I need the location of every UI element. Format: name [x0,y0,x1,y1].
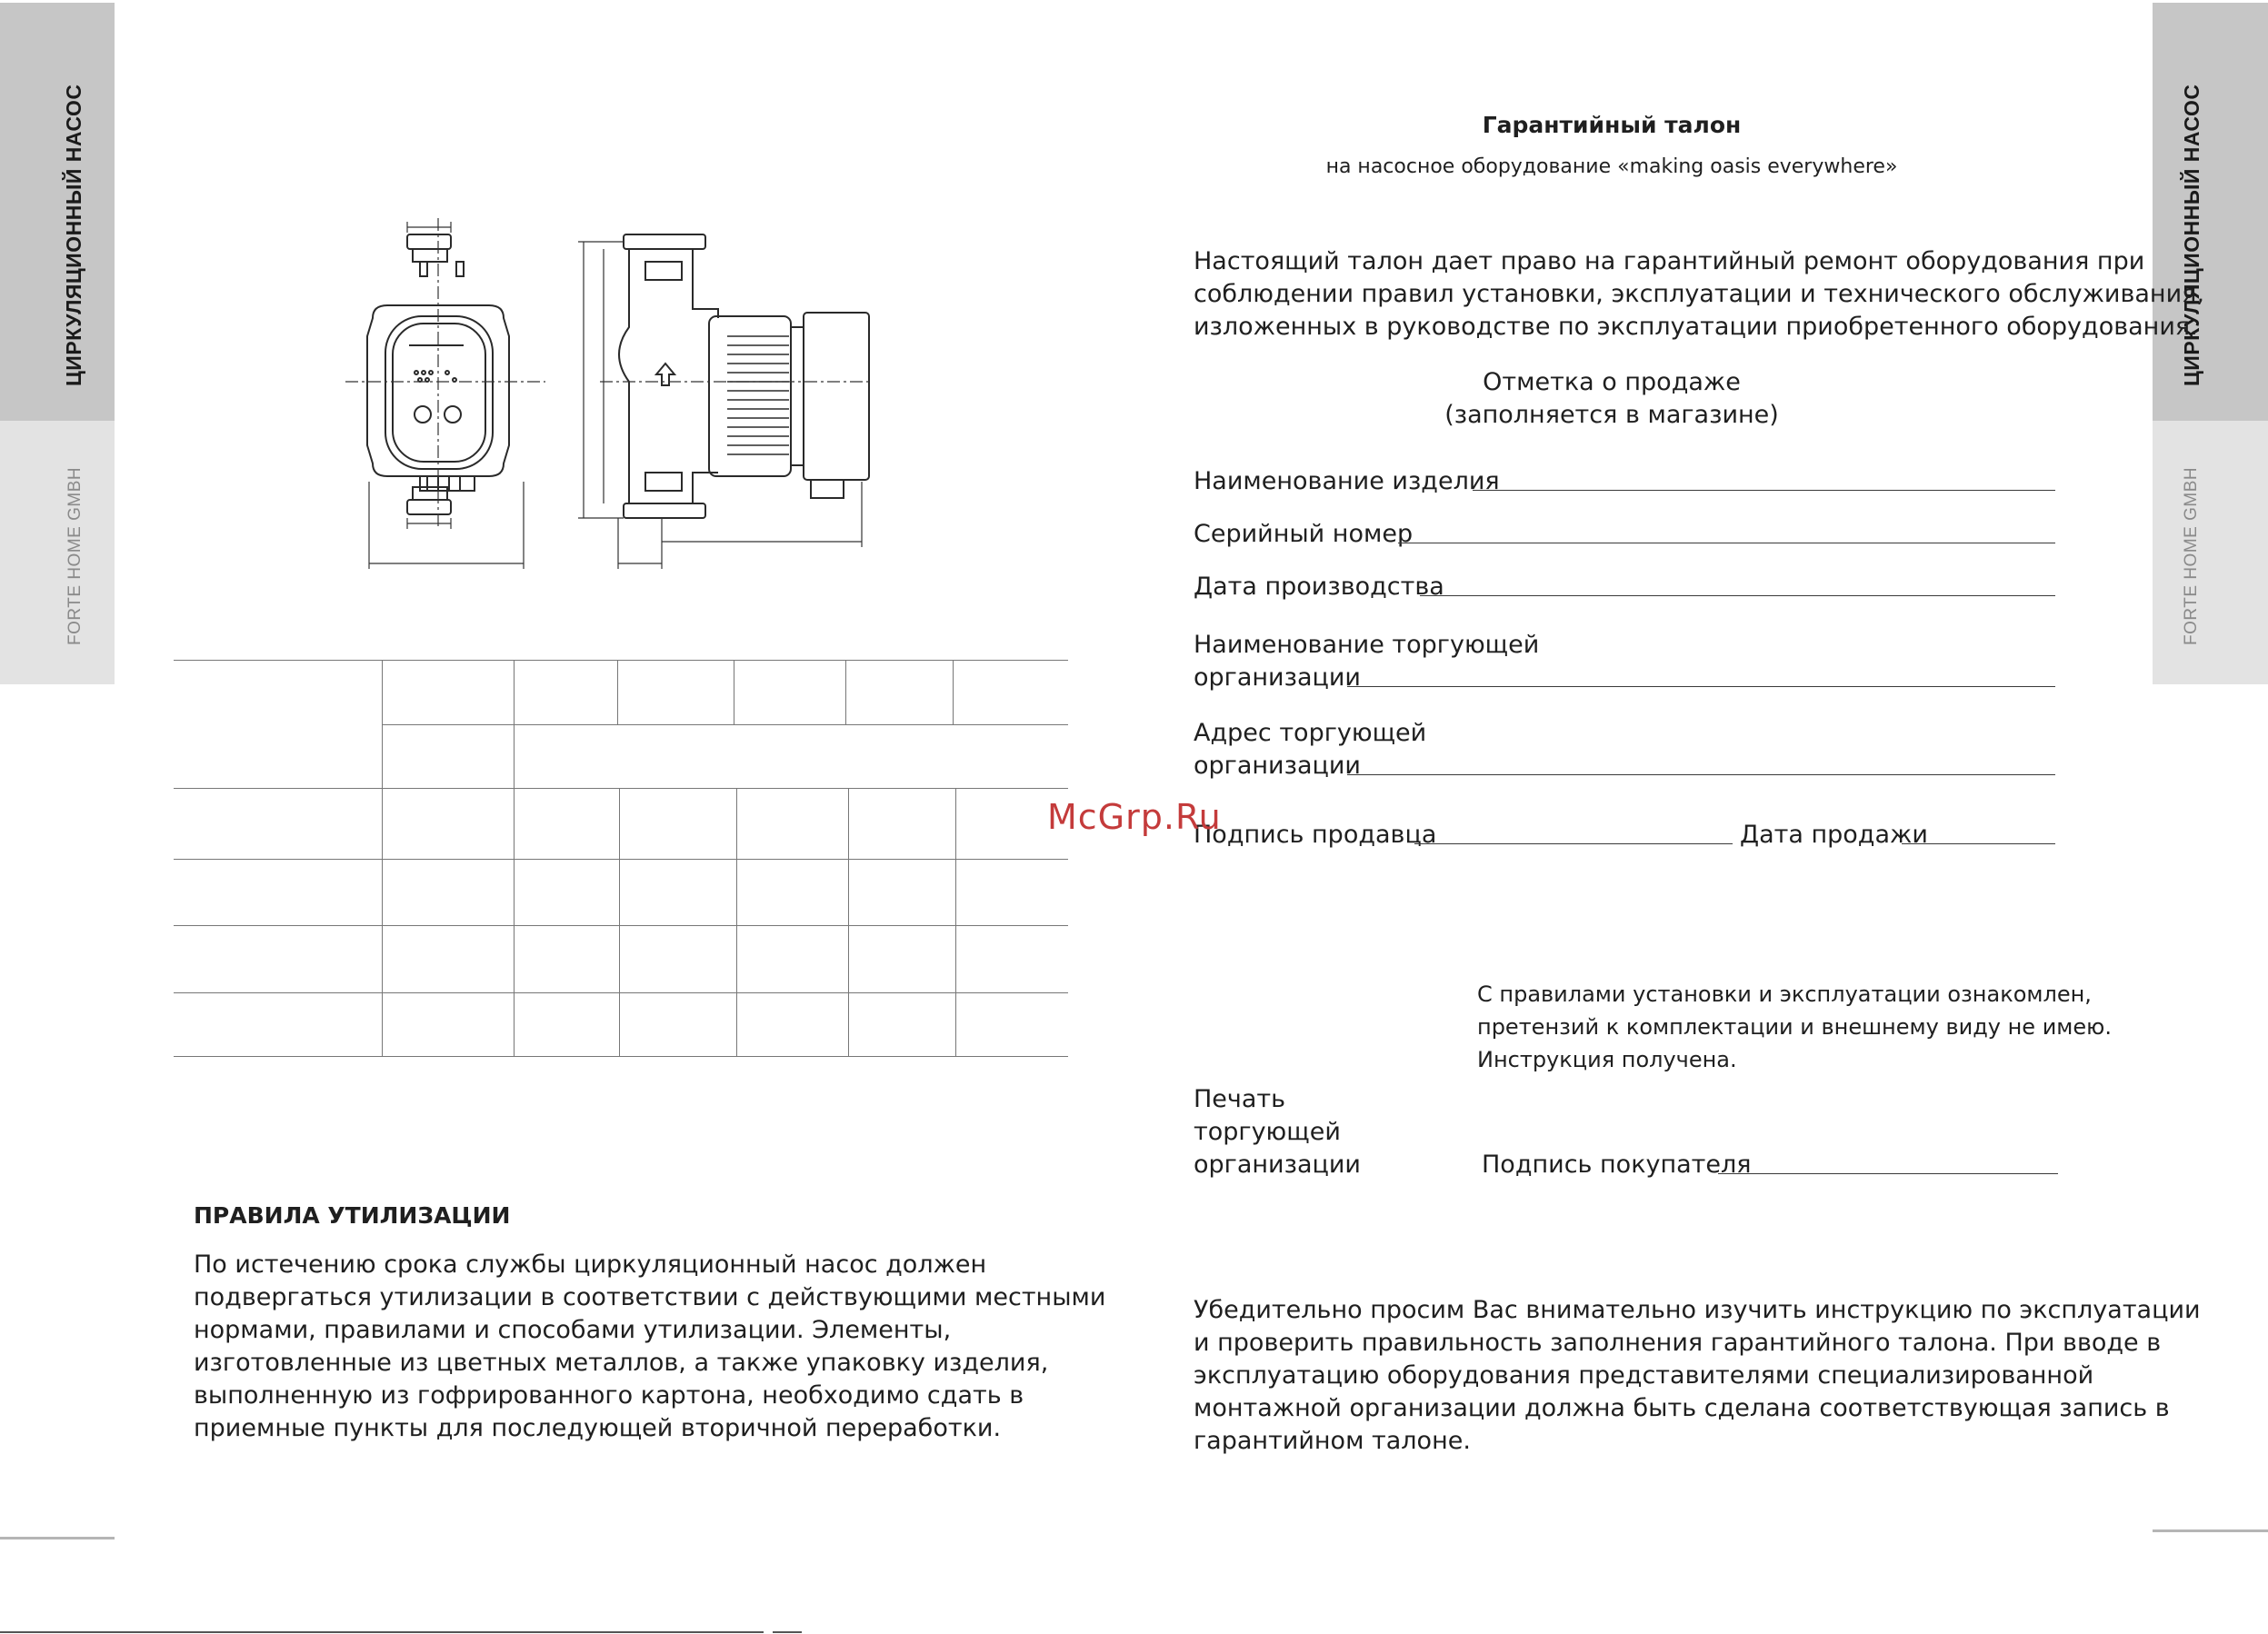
table-col [953,660,954,724]
table-col [514,660,515,1056]
disposal-line: подвергаться утилизации в соответствии с действующими местными [194,1283,1106,1311]
left-tab-title-block [0,3,115,421]
stamp-line: торгующей [1194,1118,1341,1146]
warranty-subtitle: на насосное оборудование «making oasis everywhere» [1325,155,1898,178]
closing-line: эксплуатацию оборудования представителями специализированной [1194,1361,2094,1390]
sale-mark-note: (заполняется в магазине) [1444,401,1779,429]
serial-number-label: Серийный номер [1194,520,1414,548]
table-rule [174,1056,1068,1057]
intro-line: изложенных в руководстве по эксплуатации приобретенного оборудования. [1194,313,2198,341]
disposal-line: выполненную из гофрированного картона, необходимо сдать в [194,1381,1024,1410]
ack-line: претензий к комплектации и внешнему виду не имею. [1477,1014,2113,1040]
table-col [736,788,737,1056]
production-date-field[interactable] [1420,595,2055,596]
disposal-line: По истечению срока службы циркуляционный насос должен [194,1250,987,1279]
left-tab-title: ЦИРКУЛЯЦИОННЫЙ НАСОС [62,84,85,386]
table-col [845,660,846,724]
product-name-field[interactable] [1473,490,2055,491]
right-bottom-rule [2153,1529,2268,1532]
closing-line: и проверить правильность заполнения гарантийного талона. При вводе в [1194,1329,2162,1357]
closing-line: гарантийном талоне. [1194,1427,1471,1455]
pump-side-view [619,234,869,518]
left-bottom-rule [0,1537,115,1539]
table-rule [174,992,1068,993]
table-rule [174,788,1068,789]
trade-org-name-label: Наименование торгующей [1194,631,1540,659]
stamp-line: организации [1194,1151,1361,1179]
disposal-heading: ПРАВИЛА УТИЛИЗАЦИИ [194,1202,511,1229]
table-rule [174,859,1068,860]
right-tab-brand-block [2153,421,2268,684]
buyer-signature-field[interactable] [1718,1173,2058,1174]
ack-line: С правилами установки и эксплуатации ознакомлен, [1477,981,2092,1007]
watermark: McGrp.Ru [1047,797,1222,837]
sale-date-label: Дата продажи [1740,821,1928,849]
disposal-line: изготовленные из цветных металлов, а также упаковку изделия, [194,1349,1049,1377]
page-bottom-rule-short [773,1631,802,1633]
left-tab-brand: FORTE HOME GMBH [65,466,85,645]
table-col [619,788,620,1056]
table-rule [174,925,1068,926]
pump-drawing [336,218,882,582]
intro-line: Настоящий талон дает право на гарантийный ремонт оборудования при [1194,247,2145,275]
buyer-signature-label: Подпись покупателя [1482,1151,1752,1179]
intro-line: соблюдении правил установки, эксплуатации и технического обслуживания, [1194,280,2204,308]
stamp-line: Печать [1194,1085,1286,1113]
trade-org-name-field[interactable] [1347,686,2055,687]
table-rule [174,660,1068,661]
trade-org-address-field[interactable] [1347,774,2055,775]
production-date-label: Дата производства [1194,573,1444,601]
right-tab-title: ЦИРКУЛЯЦИОННЫЙ НАСОС [2180,84,2203,386]
ack-line: Инструкция получена. [1477,1047,1737,1072]
left-tab-brand-block [0,421,115,684]
disposal-line: нормами, правилами и способами утилизации. Элементы, [194,1316,952,1344]
trade-org-address-label: Адрес торгующей [1194,719,1427,747]
seller-signature-field[interactable] [1414,843,1733,844]
disposal-line: приемные пункты для последующей вторичной переработки. [194,1414,1002,1442]
trade-org-name-label-2: организации [1194,663,1361,692]
right-tab-title-block [2153,3,2268,421]
page-bottom-rule [0,1631,764,1633]
closing-line: Убедительно просим Вас внимательно изучить инструкцию по эксплуатации [1194,1296,2201,1324]
sale-mark: Отметка о продаже [1483,368,1741,396]
sale-date-field[interactable] [1902,843,2055,844]
table-col [848,788,849,1056]
right-tab-brand: FORTE HOME GMBH [2182,466,2201,645]
table-col [382,660,383,1056]
seller-signature-label: Подпись продавца [1194,821,1437,849]
table-rule [382,724,1068,725]
table-col [617,660,618,724]
warranty-title: Гарантийный талон [1482,112,1742,138]
trade-org-address-label-2: организации [1194,752,1361,780]
closing-line: монтажной организации должна быть сделана соответствующая запись в [1194,1394,2170,1422]
product-name-label: Наименование изделия [1194,467,1500,495]
table-col [955,788,956,1056]
